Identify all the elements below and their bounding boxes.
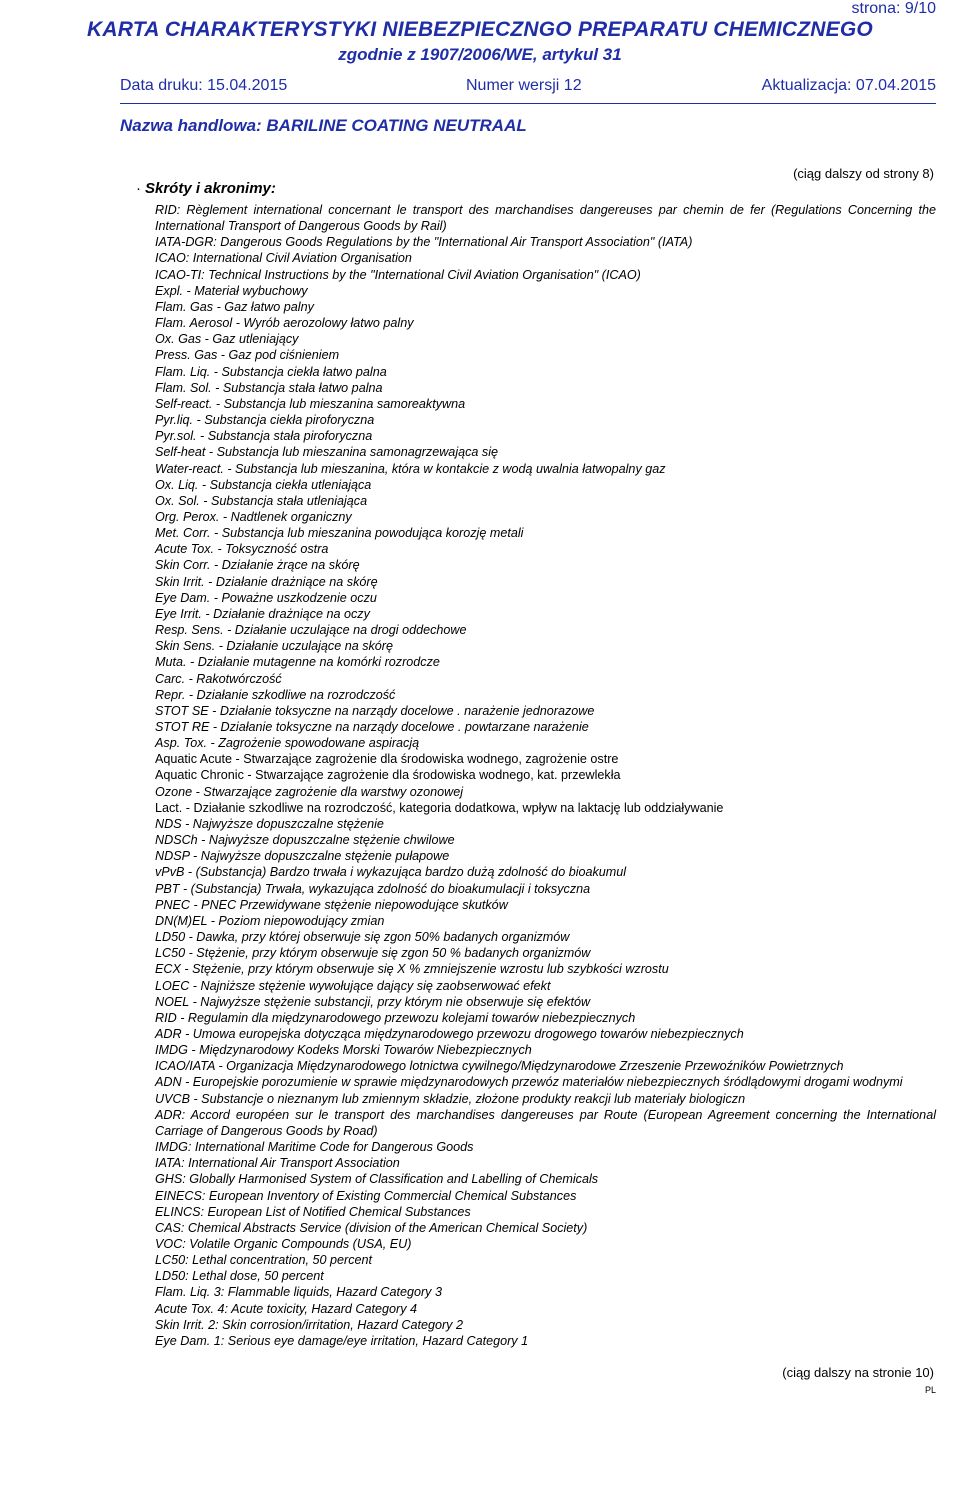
abbreviation-item: ICAO-TI: Technical Instructions by the "International Civil Aviation Organisation" (ICAO): [155, 267, 641, 282]
abbreviation-item: Pyr.liq. - Substancja ciekła piroforyczna: [155, 413, 375, 428]
abbreviation-item: STOT RE - Działanie toksyczne na narządy docelowe . powtarzane narażenie: [155, 720, 589, 734]
abbreviation-item: ECX - Stężenie, przy którym obserwuje się X % zmniejszenie wzrostu lub szybkości wzrostu: [155, 962, 669, 977]
abbreviation-item: RID: Règlement international concernant le transport des marchandises dangereuses par chemin de fer (Regulations Concerning the International Transport of Dangerous Goods by Rail): [155, 203, 936, 234]
abbreviation-item: Self-react. - Substancja lub mieszanina samoreaktywna: [155, 396, 466, 411]
continued-from-note: (ciąg dalszy od strony 8): [793, 166, 934, 181]
abbreviation-item: NDS - Najwyższe dopuszczalne stężenie: [155, 816, 384, 831]
abbreviation-item: Skin Irrit. - Działanie drażniące na skórę: [155, 574, 378, 589]
version-number: Numer wersji 12: [466, 77, 582, 94]
abbreviation-item: Flam. Gas - Gaz łatwo palny: [155, 299, 314, 314]
abbreviation-item: Ox. Gas - Gaz utleniający: [155, 332, 299, 347]
abbreviation-item: Muta. - Działanie mutagenne na komórki rozrodcze: [155, 655, 440, 670]
print-date: Data druku: 15.04.2015: [120, 77, 288, 94]
abbreviation-item: ELINCS: European List of Notified Chemical Substances: [155, 1204, 471, 1219]
abbreviation-item: Expl. - Materiał wybuchowy: [155, 283, 308, 298]
abbreviation-item: Org. Perox. - Nadtlenek organiczny: [155, 509, 352, 524]
abbreviation-item: Water-react. - Substancja lub mieszanina, która w kontakcie z wodą uwalnia łatwopalny gaz: [155, 461, 666, 476]
section-title: Skróty i akronimy:: [145, 180, 276, 197]
abbreviation-item: NDSP - Najwyższe dopuszczalne stężenie pułapowe: [155, 849, 450, 864]
continued-to-note: (ciąg dalszy na stronie 10): [782, 1365, 934, 1380]
abbreviation-item: Flam. Liq. - Substancja ciekła łatwo palna: [155, 364, 387, 379]
section-heading: [136, 180, 276, 197]
document-title: KARTA CHARAKTERYSTYKI NIEBEZPIECZNGO PREPARATU CHEMICZNEGO: [87, 18, 873, 41]
abbreviation-item: PBT - (Substancja) Trwała, wykazująca zdolność do bioakumulacji i toksyczna: [155, 881, 591, 896]
abbreviation-item: PNEC - PNEC Przewidywane stężenie niepowodujące skutków: [155, 897, 508, 912]
abbreviation-item: Met. Corr. - Substancja lub mieszanina powodująca korozję metali: [155, 526, 524, 541]
abbreviation-item: Ox. Sol. - Substancja stała utleniająca: [155, 493, 368, 508]
abbreviation-item: NDSCh - Najwyższe dopuszczalne stężenie chwilowe: [155, 833, 455, 848]
abbreviation-item: Eye Dam. 1: Serious eye damage/eye irritation, Hazard Category 1: [155, 1333, 529, 1348]
abbreviation-item: Skin Irrit. 2: Skin corrosion/irritation, Hazard Category 2: [155, 1317, 463, 1332]
abbreviation-item: Repr. - Działanie szkodliwe na rozrodczość: [155, 687, 396, 702]
abbreviation-item: Skin Corr. - Działanie żrące na skórę: [155, 558, 360, 573]
abbreviation-item: Flam. Liq. 3: Flammable liquids, Hazard Category 3: [155, 1285, 442, 1300]
language-code: PL: [924, 1385, 936, 1395]
abbreviation-item: Press. Gas - Gaz pod ciśnieniem: [155, 348, 340, 363]
abbreviation-item: LC50 - Stężenie, przy którym obserwuje się zgon 50 % badanych organizmów: [155, 946, 591, 961]
abbreviation-item: LD50: Lethal dose, 50 percent: [155, 1269, 324, 1284]
abbreviation-item: IATA-DGR: Dangerous Goods Regulations by the "International Air Transport Association" (IATA): [155, 235, 693, 250]
document-regulation: zgodnie z 1907/2006/WE, artykul 31: [338, 45, 622, 64]
abbreviation-item: Self-heat - Substancja lub mieszanina samonagrzewająca się: [155, 445, 499, 460]
update-date: Aktualizacja: 07.04.2015: [761, 77, 936, 94]
abbreviation-item: LD50 - Dawka, przy której obserwuje się zgon 50% badanych organizmów: [155, 930, 570, 945]
abbreviation-list: [155, 202, 936, 1349]
abbreviation-item: ICAO/IATA - Organizacja Międzynarodowego lotnictwa cywilnego/Międzynarodowe Zrzeszenie Przewoźników Powietrznych: [155, 1059, 844, 1074]
trade-name: Nazwa handlowa: BARILINE COATING NEUTRAAL: [120, 116, 527, 135]
abbreviation-item: Acute Tox. 4: Acute toxicity, Hazard Category 4: [155, 1301, 418, 1316]
abbreviation-item: Eye Dam. - Poważne uszkodzenie oczu: [155, 590, 377, 605]
abbreviation-item: VOC: Volatile Organic Compounds (USA, EU): [155, 1237, 412, 1251]
abbreviation-item: IATA: International Air Transport Association: [155, 1156, 400, 1171]
abbreviation-item: Resp. Sens. - Działanie uczulające na drogi oddechowe: [155, 623, 467, 638]
abbreviation-item: Pyr.sol. - Substancja stała piroforyczna: [155, 429, 373, 444]
abbreviation-item: ADR: Accord européen sur le transport des marchandises dangereuses par Route (European Agreement concerning the International Carriage of Dangerous Goods by Road): [155, 1107, 936, 1138]
abbreviation-item: DN(M)EL - Poziom niepowodujący zmian: [155, 913, 385, 928]
abbreviation-item: UVCB - Substancje o nieznanym lub zmiennym składzie, złożone produkty reakcji lub materiały biologiczn: [155, 1091, 746, 1106]
abbreviation-item: GHS: Globally Harmonised System of Classification and Labelling of Chemicals: [155, 1172, 599, 1187]
header-divider: [120, 103, 936, 104]
abbreviation-item: Ox. Liq. - Substancja ciekła utleniająca: [155, 477, 372, 492]
abbreviation-item: Acute Tox. - Toksyczność ostra: [155, 542, 329, 557]
abbreviation-item: Asp. Tox. - Zagrożenie spowodowane aspiracją: [155, 736, 420, 751]
abbreviation-item: IMDG: International Maritime Code for Dangerous Goods: [155, 1140, 474, 1155]
abbreviation-item: LC50: Lethal concentration, 50 percent: [155, 1253, 373, 1268]
abbreviation-item: Flam. Aerosol - Wyrób aerozolowy łatwo palny: [155, 316, 414, 331]
abbreviation-item: Aquatic Chronic - Stwarzające zagrożenie dla środowiska wodnego, kat. przewlekła: [155, 768, 621, 783]
abbreviation-item: ICAO: International Civil Aviation Organisation: [155, 251, 412, 266]
abbreviation-item: vPvB - (Substancja) Bardzo trwała i wykazująca bardzo dużą zdolność do bioakumul: [155, 865, 627, 880]
abbreviation-item: Carc. - Rakotwórczość: [155, 671, 282, 686]
abbreviation-item: CAS: Chemical Abstracts Service (division of the American Chemical Society): [155, 1220, 588, 1235]
bullet-icon: ·: [136, 180, 141, 197]
abbreviation-item: IMDG - Międzynarodowy Kodeks Morski Towarów Niebezpiecznych: [155, 1043, 532, 1058]
abbreviation-item: RID - Regulamin dla międzynarodowego przewozu kolejami towarów niebezpiecznych: [155, 1010, 636, 1025]
abbreviation-item: Aquatic Acute - Stwarzające zagrożenie dla środowiska wodnego, zagrożenie ostre: [155, 752, 619, 767]
abbreviation-item: ADR - Umowa europejska dotycząca międzynarodowego przewozu drogowego towarów niebezpiecznych: [155, 1026, 744, 1041]
abbreviation-item: Skin Sens. - Działanie uczulające na skórę: [155, 639, 394, 654]
abbreviation-item: LOEC - Najniższe stężenie wywołujące dający się zaobserwować efekt: [155, 978, 551, 993]
abbreviation-item: STOT SE - Działanie toksyczne na narządy docelowe . narażenie jednorazowe: [155, 703, 595, 718]
abbreviation-item: Eye Irrit. - Działanie drażniące na oczy: [155, 606, 370, 621]
abbreviation-item: ADN - Europejskie porozumienie w sprawie międzynarodowych przewóz materiałów niebezpiecznych śródlądowymi drogami wodnymi: [155, 1075, 903, 1090]
abbreviation-item: EINECS: European Inventory of Existing Commercial Chemical Substances: [155, 1188, 577, 1203]
abbreviation-item: NOEL - Najwyższe stężenie substancji, przy którym nie obserwuje się efektów: [155, 994, 591, 1009]
abbreviation-item: Ozone - Stwarzające zagrożenie dla warstwy ozonowej: [155, 784, 463, 799]
abbreviation-item: Flam. Sol. - Substancja stała łatwo palna: [155, 380, 383, 395]
page-number: strona: 9/10: [851, 0, 936, 17]
abbreviation-item: Lact. - Działanie szkodliwe na rozrodczość, kategoria dodatkowa, wpływ na laktację lub oddziaływanie: [155, 800, 724, 815]
